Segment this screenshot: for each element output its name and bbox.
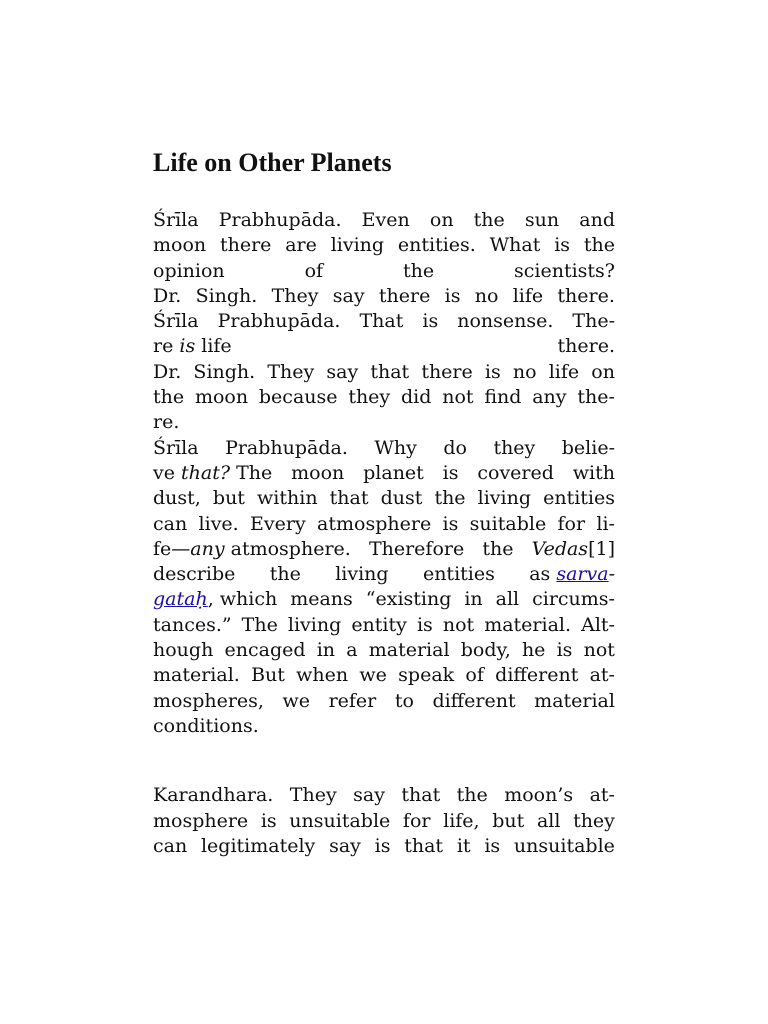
word: is [484, 360, 501, 383]
word: material [534, 689, 615, 712]
word: The- [572, 310, 615, 333]
word: is [444, 284, 461, 307]
word: refer [328, 689, 377, 712]
word: Why [374, 436, 417, 459]
word: unsuitable [513, 834, 615, 857]
word: The [241, 613, 278, 636]
section-heading: Life on Other Planets [153, 148, 392, 177]
word: material. [153, 664, 240, 687]
text-line [153, 461, 615, 486]
word: covered [477, 461, 554, 484]
word: speak [398, 664, 455, 687]
word: not [442, 613, 475, 636]
word: are [285, 234, 317, 257]
word: is [260, 809, 277, 832]
word: “existing [365, 588, 452, 611]
word: is [484, 834, 501, 857]
word: Dr. [153, 284, 182, 307]
text-line [153, 309, 615, 334]
word: all [536, 809, 561, 832]
word: Prabhupāda. [217, 310, 341, 333]
word: the [482, 537, 514, 560]
word: body, [460, 639, 511, 662]
text-line [153, 783, 615, 808]
word: the [402, 259, 435, 282]
word: as sarva- [529, 563, 615, 586]
word: they [493, 436, 536, 459]
text-line [153, 537, 615, 562]
word: Alt- [581, 613, 615, 636]
word: mosphere [153, 809, 249, 832]
word: suitable [469, 512, 547, 535]
word: no [474, 284, 499, 307]
word: ve that? The [153, 461, 273, 484]
word: with [572, 461, 615, 484]
dialogue-paragraph-continued [153, 783, 615, 859]
word: it [456, 834, 471, 857]
text-line [153, 714, 615, 739]
word: material [368, 639, 450, 662]
word: entity [351, 613, 407, 636]
word: entities [422, 563, 495, 586]
word: hough [153, 639, 214, 662]
word: Even [361, 209, 410, 231]
text-line [153, 259, 615, 284]
word: is [442, 461, 459, 484]
word: What [489, 234, 541, 257]
word: Śrīla [153, 310, 199, 333]
word: nonsense. [457, 310, 554, 333]
word: legitimately [200, 834, 316, 857]
word: unsuitable [289, 809, 391, 832]
word: not [442, 386, 474, 409]
word: that [370, 360, 410, 383]
word: moon [153, 234, 207, 257]
word: the [456, 784, 488, 807]
text-line [153, 587, 615, 612]
word: material. [484, 613, 572, 636]
word: in [464, 588, 483, 611]
word: Therefore [368, 537, 465, 560]
text-line [153, 360, 615, 385]
word: fe—any atmosphere. [153, 537, 351, 560]
word: live. [198, 512, 239, 535]
word: Prabhupāda. [218, 209, 342, 231]
word: circums- [532, 588, 615, 611]
word: describe [153, 563, 236, 586]
word: any [532, 386, 567, 409]
word: the [269, 563, 301, 586]
word: different [495, 664, 579, 687]
word: there [219, 234, 272, 257]
word: say [329, 834, 361, 857]
word: is [374, 834, 391, 857]
word: the [583, 234, 615, 257]
word: Singh. [193, 360, 256, 383]
word: planet [363, 461, 424, 484]
word: moon [291, 461, 345, 484]
word: a [346, 639, 358, 662]
text-line [153, 436, 615, 461]
word: mospheres, [153, 689, 264, 712]
word: the- [577, 386, 615, 409]
word: means [290, 588, 353, 611]
text-line [153, 385, 615, 410]
word: because [258, 386, 338, 409]
text-line [153, 638, 615, 663]
word: scientists? [514, 259, 615, 282]
word: life [512, 284, 544, 307]
word: living [335, 563, 389, 586]
word: Śrīla [153, 209, 199, 231]
word: on [591, 360, 615, 383]
word: he [521, 639, 546, 662]
word: for [557, 512, 586, 535]
word: conditions. [153, 714, 259, 737]
word: to [394, 689, 414, 712]
word: on [429, 209, 454, 231]
word: there [421, 360, 473, 383]
word: say [353, 784, 385, 807]
word: we [282, 689, 311, 712]
word: moon’s [504, 784, 574, 807]
word: living [287, 613, 342, 636]
word: life [548, 360, 580, 383]
word: Karandhara. [153, 784, 274, 807]
term-link-sarva[interactable]: sarva [556, 563, 609, 586]
text-line [153, 284, 615, 309]
dialogue-paragraph [153, 208, 615, 739]
term-link-gatah[interactable]: gataḥ [153, 588, 208, 611]
word: different [432, 689, 516, 712]
word: is [442, 512, 459, 535]
word: they [573, 809, 615, 832]
word: dust [380, 487, 423, 510]
word: is [556, 639, 573, 662]
word: and [579, 209, 615, 231]
word: re is life [153, 335, 232, 358]
word: say [326, 360, 359, 383]
word: at- [589, 784, 615, 807]
word: But [251, 664, 285, 687]
word: They [271, 284, 319, 307]
word: is [416, 613, 433, 636]
word: there. [557, 284, 615, 307]
word: can [153, 834, 188, 857]
word: find [484, 386, 522, 409]
word: entities [543, 487, 615, 510]
word: not [583, 639, 615, 662]
word: sun [524, 209, 560, 231]
word: did [400, 386, 432, 409]
word: Every [250, 512, 306, 535]
word: but [212, 487, 245, 510]
word: of [304, 259, 324, 282]
text-line [153, 562, 615, 587]
paragraph-gap [153, 739, 615, 783]
word: the [153, 386, 185, 409]
word: there. [557, 335, 615, 358]
text-line [153, 512, 615, 537]
word: that [401, 784, 441, 807]
document-page [153, 146, 615, 859]
word: tances.” [153, 613, 232, 636]
word: atmosphere [317, 512, 432, 535]
word: we [359, 664, 387, 687]
text-line [153, 486, 615, 511]
word: within [257, 487, 318, 510]
word: Singh. [195, 284, 258, 307]
word: the [473, 209, 505, 231]
word: re. [153, 411, 180, 434]
word: gataḥ, which [153, 588, 278, 611]
word: li- [596, 512, 615, 535]
word: no [512, 360, 537, 383]
text-line [153, 834, 615, 859]
word: all [495, 588, 520, 611]
word: there [378, 284, 431, 307]
word: for [402, 809, 431, 832]
word: is [554, 234, 571, 257]
text-line [153, 410, 615, 435]
word: but [492, 809, 525, 832]
word: They [267, 360, 315, 383]
word: encaged [224, 639, 306, 662]
word: belie- [561, 436, 615, 459]
text-line [153, 663, 615, 688]
word: is [422, 310, 439, 333]
word: life, [443, 809, 480, 832]
word: That [359, 310, 404, 333]
word: they [348, 386, 391, 409]
text-line [153, 334, 615, 359]
word: living [477, 487, 532, 510]
word: do [443, 436, 467, 459]
word: Prabhupāda. [225, 436, 348, 459]
word: moon [194, 386, 249, 409]
word: entities. [397, 234, 476, 257]
word: when [296, 664, 349, 687]
text-line [153, 689, 615, 714]
word: Dr. [153, 360, 182, 383]
word: say [332, 284, 365, 307]
word: at- [589, 664, 615, 687]
word: can [153, 512, 188, 535]
word: opinion [153, 259, 225, 282]
word: They [289, 784, 337, 807]
word: in [316, 639, 336, 662]
text-line [153, 233, 615, 258]
word: the [434, 487, 466, 510]
word: dust, [153, 487, 201, 510]
text-line [153, 613, 615, 638]
word: Śrīla [153, 436, 199, 459]
text-line [153, 208, 615, 233]
text-line [153, 809, 615, 834]
word: that [404, 834, 444, 857]
word: that [329, 487, 369, 510]
word: Vedas[1] [531, 537, 615, 560]
word: living [330, 234, 385, 257]
word: of [465, 664, 484, 687]
